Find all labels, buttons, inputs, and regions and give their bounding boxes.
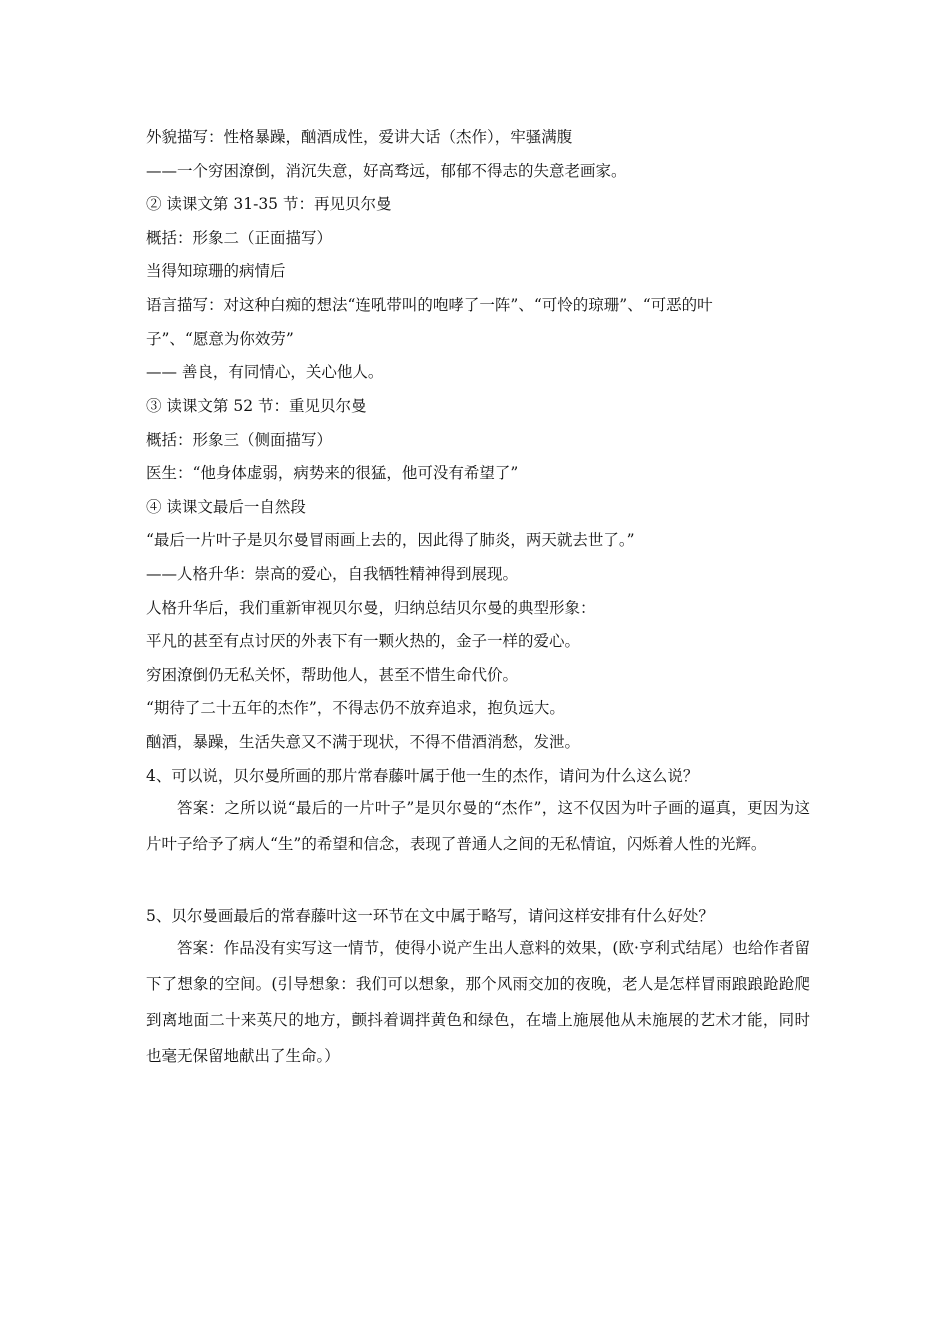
text-line-trait-3: “期待了二十五年的杰作”，不得志仍不放弃追求，抱负远大。 — [146, 699, 565, 717]
text-line-appearance: 外貌描写：性格暴躁，酗酒成性，爱讲大话（杰作），牢骚满腹 — [146, 128, 573, 146]
text-line-review: 人格升华后，我们重新审视贝尔曼，归纳总结贝尔曼的典型形象： — [146, 599, 596, 617]
text-line-heading-2: ② 读课文第 31-35 节：再见贝尔曼 — [146, 195, 392, 213]
text-line-trait-1: 平凡的甚至有点讨厌的外表下有一颗火热的，金子一样的爱心。 — [146, 632, 581, 650]
question-5: 5、贝尔曼画最后的常春藤叶这一环节在文中属于略写，请问这样安排有什么好处？ — [146, 907, 714, 925]
text-line-summary-2: —— 善良，有同情心，关心他人。 — [146, 363, 384, 381]
text-line-trait-2: 穷困潦倒仍无私关怀，帮助他人，甚至不惜生命代价。 — [146, 666, 519, 684]
text-line-heading-4: ④ 读课文最后一自然段 — [146, 498, 306, 516]
text-line-speech-cont: 子”、“愿意为你效劳” — [146, 330, 294, 348]
text-line-illness: 当得知琼珊的病情后 — [146, 262, 286, 280]
text-line-image-3: 概括：形象三（侧面描写） — [146, 431, 333, 449]
text-line-speech: 语言描写：对这种白痴的想法“连吼带叫的咆哮了一阵”、“可怜的琼珊”、“可恶的叶 — [146, 296, 713, 314]
answer-4: 答案：之所以说“最后的一片叶子”是贝尔曼的“杰作”，这不仅因为叶子画的逼真，更因为这片叶子给予了病人“生”的希望和信念，表现了普通人之间的无私情谊，闪烁着人性的光辉。 — [146, 799, 810, 853]
answer-5: 答案：作品没有实写这一情节，使得小说产生出人意料的效果，(欧·亨利式结尾）也给作者留下了想象的空间。(引导想象：我们可以想象，那个风雨交加的夜晚，老人是怎样冒雨踉踉跄跄爬到离地面二十来英尺的地方，颤抖着调拌黄色和绿色，在墙上施展他从未施展的艺术才能，同时也毫无保留地献出了生命。） — [146, 939, 810, 1065]
text-line-sublimation: ——人格升华：崇高的爱心，自我牺牲精神得到展现。 — [146, 565, 519, 583]
text-line-heading-3: ③ 读课文第 52 节：重见贝尔曼 — [146, 397, 367, 415]
text-line-image-2: 概括：形象二（正面描写） — [146, 229, 333, 247]
text-line-trait-4: 酗酒，暴躁，生活失意又不满于现状，不得不借酒消愁，发泄。 — [146, 733, 581, 751]
text-line-quote: “最后一片叶子是贝尔曼冒雨画上去的，因此得了肺炎，两天就去世了。” — [146, 531, 635, 549]
text-line-doctor: 医生：“他身体虚弱，病势来的很猛，他可没有希望了” — [146, 464, 519, 482]
question-4: 4、可以说，贝尔曼所画的那片常春藤叶属于他一生的杰作，请问为什么这么说？ — [146, 767, 699, 785]
text-line-summary-1: ——一个穷困潦倒，消沉失意，好高骛远，郁郁不得志的失意老画家。 — [146, 162, 627, 180]
